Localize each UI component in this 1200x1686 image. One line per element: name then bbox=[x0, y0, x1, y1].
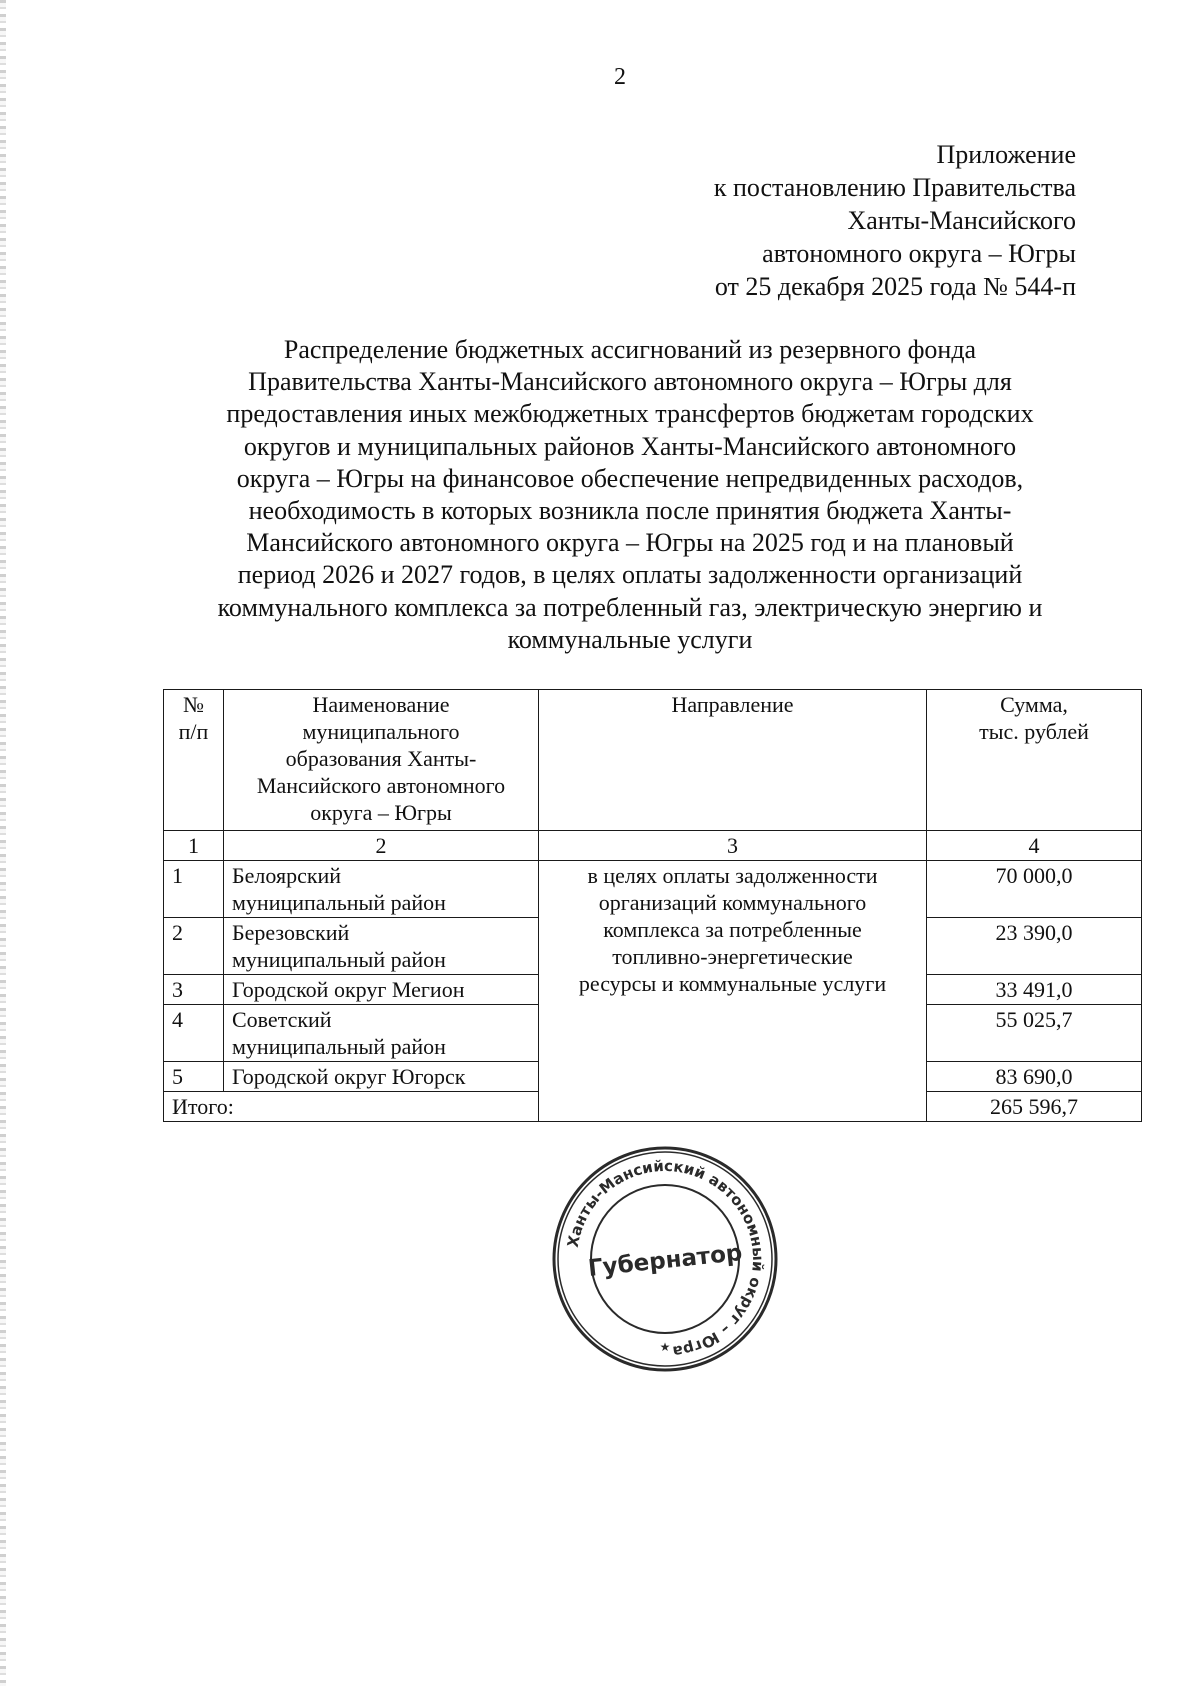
stamp-ring-textpath: Ханты-Мансийский автономный округ – Югра bbox=[563, 1156, 768, 1361]
header-name-line: Наименование bbox=[312, 692, 450, 717]
municipality-name-line: Городской округ Мегион bbox=[232, 977, 465, 1002]
page-number: 2 bbox=[614, 64, 626, 90]
municipality-name bbox=[224, 918, 539, 975]
municipality-name bbox=[224, 1005, 539, 1062]
title-line: округов и муниципальных районов Ханты-Мансийского автономного bbox=[243, 431, 1017, 461]
appendix-line: от 25 декабря 2025 года № 544-п bbox=[714, 272, 1076, 301]
stamp-star: ★ bbox=[659, 1340, 671, 1354]
appendix-line: Ханты-Мансийского bbox=[847, 206, 1076, 235]
direction-line: организаций коммунального bbox=[598, 890, 867, 915]
title-line: округа – Югры на финансовое обеспечение непредвиденных расходов, bbox=[236, 463, 1024, 493]
sum-value: 83 690,0 bbox=[927, 1062, 1142, 1092]
header-sum bbox=[927, 690, 1142, 831]
row-number: 2 bbox=[164, 918, 224, 975]
appendix-block bbox=[714, 138, 1076, 303]
header-name-line: округа – Югры bbox=[310, 800, 452, 825]
column-number-row bbox=[164, 831, 1142, 861]
table-row bbox=[164, 861, 1142, 918]
column-number: 1 bbox=[164, 831, 224, 861]
scan-edge-strip bbox=[0, 0, 6, 1686]
municipality-name bbox=[224, 861, 539, 918]
direction-line: в целях оплаты задолженности bbox=[587, 863, 878, 888]
header-number bbox=[164, 690, 224, 831]
header-name-line: муниципального bbox=[302, 719, 460, 744]
direction-line: ресурсы и коммунальные услуги bbox=[578, 971, 887, 996]
municipality-name-line: муниципальный район bbox=[232, 890, 446, 915]
header-direction-line: Направление bbox=[671, 692, 794, 717]
header-sum-line: тыс. рублей bbox=[979, 719, 1089, 744]
table-header-row bbox=[164, 690, 1142, 831]
header-sum-line: Сумма, bbox=[1000, 692, 1068, 717]
row-number: 1 bbox=[164, 861, 224, 918]
municipality-name-line: Городской округ Югорск bbox=[232, 1064, 466, 1089]
column-number: 2 bbox=[224, 831, 539, 861]
municipality-name-line: муниципальный район bbox=[232, 1034, 446, 1059]
total-label: Итого: bbox=[164, 1092, 539, 1122]
title-line: предоставления иных межбюджетных трансфертов бюджетам городских bbox=[226, 399, 1034, 429]
sum-value: 55 025,7 bbox=[927, 1005, 1142, 1062]
row-number: 3 bbox=[164, 975, 224, 1005]
sum-value: 70 000,0 bbox=[927, 861, 1142, 918]
title-line: Мансийского автономного округа – Югры на 2025 год и на плановый bbox=[246, 528, 1014, 558]
document-title bbox=[130, 334, 1130, 656]
header-name bbox=[224, 690, 539, 831]
direction-line: топливно-энергетические bbox=[612, 944, 853, 969]
municipality-name bbox=[224, 1062, 539, 1092]
direction-line: комплекса за потребленные bbox=[603, 917, 862, 942]
municipality-name bbox=[224, 975, 539, 1005]
row-number: 5 bbox=[164, 1062, 224, 1092]
sum-value: 33 491,0 bbox=[927, 975, 1142, 1005]
appendix-line: автономного округа – Югры bbox=[762, 239, 1076, 268]
row-number: 4 bbox=[164, 1005, 224, 1062]
header-number-line: № bbox=[183, 692, 204, 717]
municipality-name-line: Советский bbox=[232, 1007, 332, 1032]
municipality-name-line: муниципальный район bbox=[232, 947, 446, 972]
appendix-line: Приложение bbox=[936, 140, 1076, 169]
direction-cell bbox=[539, 861, 927, 1122]
stamp-center-text: Губернатор bbox=[586, 1239, 744, 1283]
governor-stamp bbox=[550, 1144, 780, 1374]
total-sum: 265 596,7 bbox=[927, 1092, 1142, 1122]
allocation-table bbox=[163, 689, 1142, 1122]
title-line: коммунального комплекса за потребленный газ, электрическую энергию и bbox=[217, 592, 1043, 622]
title-line: необходимость в которых возникла после принятия бюджета Ханты- bbox=[248, 496, 1012, 526]
header-direction bbox=[539, 690, 927, 831]
title-line: Правительства Ханты-Мансийского автономного округа – Югры для bbox=[248, 367, 1012, 397]
header-name-line: Мансийского автономного bbox=[256, 773, 506, 798]
title-line: период 2026 и 2027 годов, в целях оплаты задолженности организаций bbox=[237, 560, 1023, 590]
column-number: 4 bbox=[927, 831, 1142, 861]
column-number: 3 bbox=[539, 831, 927, 861]
appendix-line: к постановлению Правительства bbox=[713, 173, 1076, 202]
municipality-name-line: Березовский bbox=[232, 920, 350, 945]
header-number-line: п/п bbox=[178, 719, 209, 744]
header-name-line: образования Ханты- bbox=[285, 746, 477, 771]
title-line: коммунальные услуги bbox=[507, 624, 753, 654]
title-line: Распределение бюджетных ассигнований из резервного фонда bbox=[283, 335, 977, 364]
stamp-seal-icon bbox=[550, 1144, 780, 1374]
sum-value: 23 390,0 bbox=[927, 918, 1142, 975]
municipality-name-line: Белоярский bbox=[232, 863, 342, 888]
